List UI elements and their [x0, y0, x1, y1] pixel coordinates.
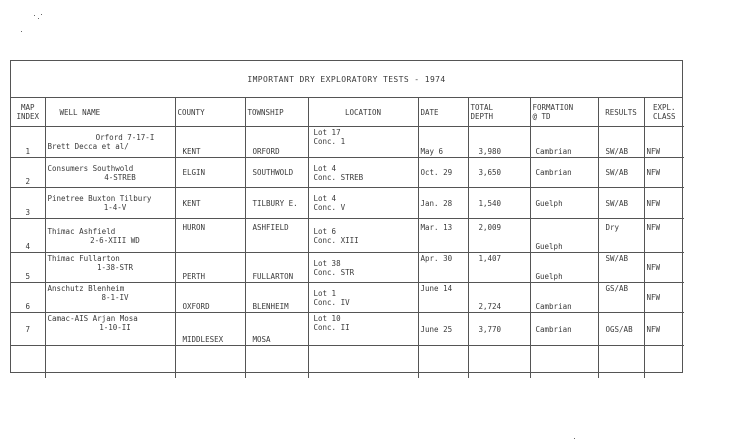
- total-depth-cell: 3,980: [468, 127, 530, 158]
- expl-class-cell: NFW: [644, 158, 684, 188]
- location-cell: Lot 4 Conc. V: [308, 188, 418, 219]
- blank-row: [11, 346, 684, 379]
- date-cell: Mar. 13: [418, 219, 468, 253]
- formation-cell: Cambrian: [530, 127, 598, 158]
- expl-class-cell: NFW: [644, 188, 684, 219]
- results-cell: SW/AB: [598, 253, 644, 283]
- total-depth-cell: 2,009: [468, 219, 530, 253]
- header-township: TOWNSHIP: [245, 98, 308, 127]
- township-cell: MOSA: [245, 313, 308, 346]
- header-row: [11, 98, 684, 127]
- empty-cell: [245, 346, 308, 379]
- total-depth-cell: 1,540: [468, 188, 530, 219]
- formation-cell: Guelph: [530, 188, 598, 219]
- empty-cell: [598, 346, 644, 379]
- table-row: [11, 219, 684, 253]
- table-row: [11, 127, 684, 158]
- header-date: DATE: [418, 98, 468, 127]
- expl-class-cell: NFW: [644, 313, 684, 346]
- date-cell: Oct. 29: [418, 158, 468, 188]
- table-row: [11, 283, 684, 313]
- map-index-cell: 5: [11, 253, 45, 283]
- county-cell: OXFORD: [175, 283, 245, 313]
- location-cell: Lot 17 Conc. 1: [308, 127, 418, 158]
- location-cell: Lot 1 Conc. IV: [308, 283, 418, 313]
- county-cell: ELGIN: [175, 158, 245, 188]
- results-cell: SW/AB: [598, 188, 644, 219]
- table-row: [11, 158, 684, 188]
- expl-class-cell: NFW: [644, 219, 684, 253]
- scan-speck: [574, 438, 575, 439]
- header-well-name: WELL NAME: [45, 98, 175, 127]
- location-cell: Lot 6 Conc. XIII: [308, 219, 418, 253]
- county-cell: PERTH: [175, 253, 245, 283]
- empty-cell: [11, 346, 45, 379]
- formation-cell: Guelph: [530, 253, 598, 283]
- date-cell: Jan. 28: [418, 188, 468, 219]
- header-expl-class: EXPL. CLASS: [644, 98, 684, 127]
- formation-cell: Cambrian: [530, 283, 598, 313]
- date-cell: June 25: [418, 313, 468, 346]
- total-depth-cell: 1,407: [468, 253, 530, 283]
- results-cell: GS/AB: [598, 283, 644, 313]
- scan-speck: [34, 15, 35, 16]
- results-cell: Dry: [598, 219, 644, 253]
- header-formation: FORMATION @ TD: [530, 98, 598, 127]
- county-cell: KENT: [175, 127, 245, 158]
- header-map-index: MAP INDEX: [11, 98, 45, 127]
- township-cell: ORFORD: [245, 127, 308, 158]
- results-cell: OGS/AB: [598, 313, 644, 346]
- formation-cell: Guelph: [530, 219, 598, 253]
- well-name-cell: Anschutz Blenheim 8-1-IV: [45, 283, 175, 313]
- expl-class-cell: NFW: [644, 253, 684, 283]
- county-cell: KENT: [175, 188, 245, 219]
- well-name-cell: Consumers Southwold 4-STREB: [45, 158, 175, 188]
- well-name-cell: Thimac Ashfield 2-6-XIII WD: [45, 219, 175, 253]
- map-index-cell: 6: [11, 283, 45, 313]
- header-location: LOCATION: [308, 98, 418, 127]
- location-cell: Lot 10 Conc. II: [308, 313, 418, 346]
- scan-speck: [41, 14, 42, 15]
- expl-class-cell: NFW: [644, 283, 684, 313]
- expl-class-cell: NFW: [644, 127, 684, 158]
- location-cell: Lot 4 Conc. STREB: [308, 158, 418, 188]
- township-cell: SOUTHWOLD: [245, 158, 308, 188]
- empty-cell: [418, 346, 468, 379]
- total-depth-cell: 3,770: [468, 313, 530, 346]
- empty-cell: [644, 346, 684, 379]
- table-row: [11, 253, 684, 283]
- township-cell: TILBURY E.: [245, 188, 308, 219]
- date-cell: June 14: [418, 283, 468, 313]
- date-cell: May 6: [418, 127, 468, 158]
- table-title: IMPORTANT DRY EXPLORATORY TESTS - 1974: [247, 74, 446, 84]
- township-cell: BLENHEIM: [245, 283, 308, 313]
- table-title-row: [11, 61, 682, 98]
- scan-speck: [38, 18, 39, 19]
- empty-cell: [45, 346, 175, 379]
- empty-cell: [530, 346, 598, 379]
- header-county: COUNTY: [175, 98, 245, 127]
- document-frame: [10, 60, 683, 373]
- date-cell: Apr. 30: [418, 253, 468, 283]
- well-name-cell: Orford 7-17-I Brett Decca et al/: [45, 127, 175, 158]
- results-cell: SW/AB: [598, 127, 644, 158]
- well-name-cell: Pinetree Buxton Tilbury 1-4-V: [45, 188, 175, 219]
- header-results: RESULTS: [598, 98, 644, 127]
- scan-speck: [21, 31, 22, 32]
- results-cell: SW/AB: [598, 158, 644, 188]
- empty-cell: [175, 346, 245, 379]
- map-index-cell: 1: [11, 127, 45, 158]
- empty-cell: [308, 346, 418, 379]
- table-row: [11, 313, 684, 346]
- total-depth-cell: 2,724: [468, 283, 530, 313]
- header-total-depth: TOTAL DEPTH: [468, 98, 530, 127]
- map-index-cell: 7: [11, 313, 45, 346]
- empty-cell: [468, 346, 530, 379]
- map-index-cell: 4: [11, 219, 45, 253]
- county-cell: HURON: [175, 219, 245, 253]
- formation-cell: Cambrian: [530, 313, 598, 346]
- total-depth-cell: 3,650: [468, 158, 530, 188]
- well-name-cell: Camac-AIS Arjan Mosa 1-10-II: [45, 313, 175, 346]
- county-cell: MIDDLESEX: [175, 313, 245, 346]
- township-cell: ASHFIELD: [245, 219, 308, 253]
- map-index-cell: 2: [11, 158, 45, 188]
- map-index-cell: 3: [11, 188, 45, 219]
- wells-table: [11, 98, 684, 378]
- township-cell: FULLARTON: [245, 253, 308, 283]
- formation-cell: Cambrian: [530, 158, 598, 188]
- table-row: [11, 188, 684, 219]
- location-cell: Lot 38 Conc. STR: [308, 253, 418, 283]
- well-name-cell: Thimac Fullarton 1-38-STR: [45, 253, 175, 283]
